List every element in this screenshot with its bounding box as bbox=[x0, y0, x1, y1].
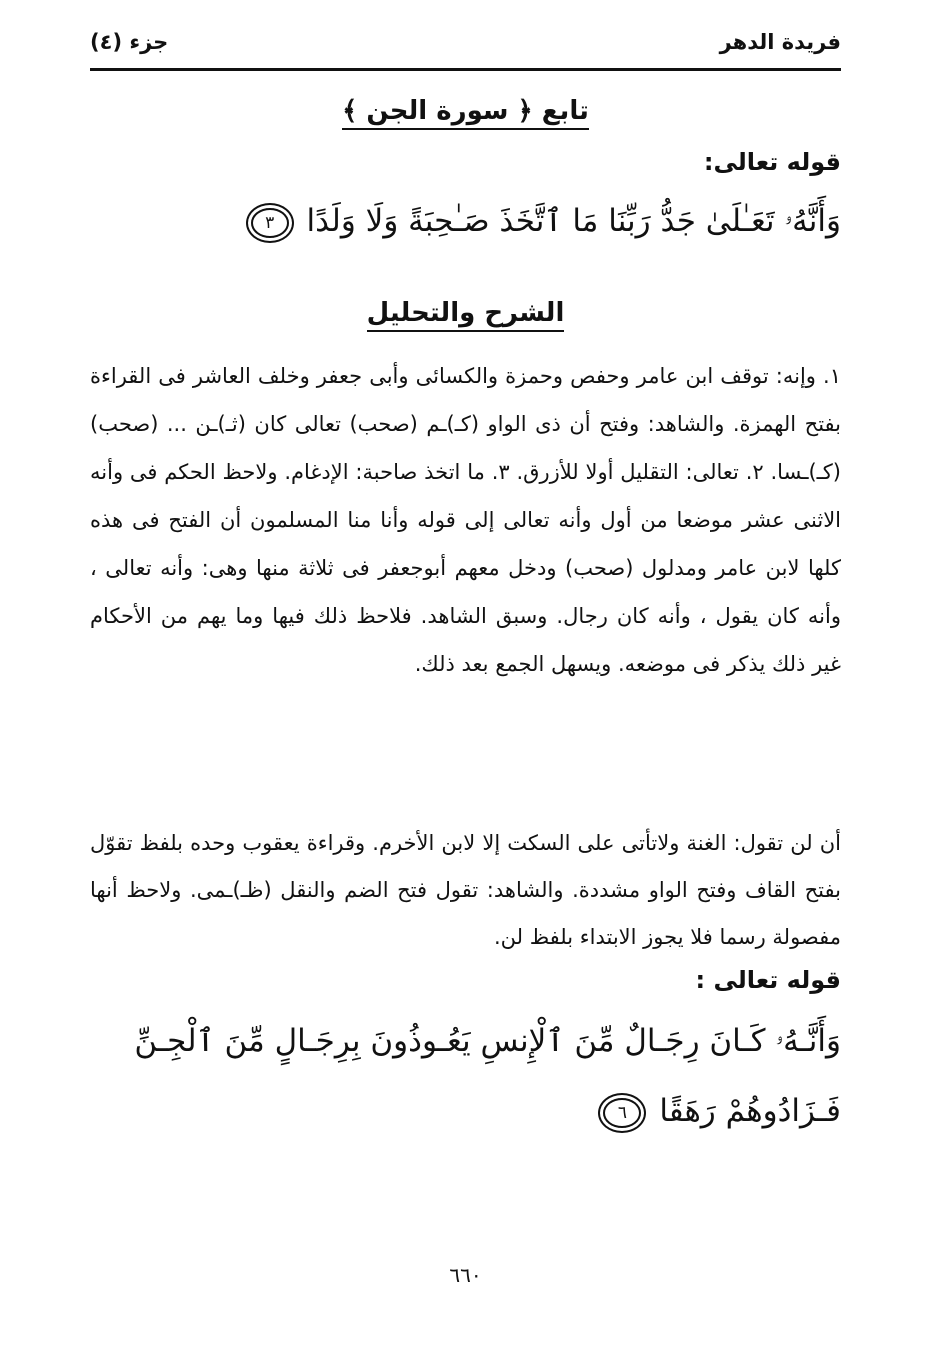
quran-verse-2 bbox=[90, 1006, 841, 1146]
page-header bbox=[90, 22, 841, 62]
ayah-number-marker-2: ٦ bbox=[603, 1098, 641, 1128]
verse-intro-2: قوله تعالى : bbox=[695, 966, 841, 994]
section-title: تابع ﴿ سورة الجن ﴾ bbox=[0, 96, 931, 126]
verse-text-1: وَأَنَّهُۥ تَعَـٰلَىٰ جَدُّ رَبِّنَا مَا ٱتَّخَذَ صَـٰحِبَةً وَلَا وَلَدًا bbox=[306, 203, 841, 239]
commentary-paragraph-1: ١. وإنه: توقف ابن عامر وحفص وحمزة والكسائى وأبى جعفر وخلف العاشر فى القراءة بفتح الهمزة. والشاهد: وفتح أن ذى الواو (كـ)ـم (صحب) تعالى كان (ثـ)ـن ... (صحب) (كـ)ـسا. ٢. تعالى: التقليل أولا للأزرق. ٣. ما اتخذ صاحبة: الإدغام. ولاحظ الحكم فى وأنه الاثنى عشر موضعا من أول وأنه تعالى إلى قوله وأنا منا المسلمون أن الفتح فى هذه كلها لابن عامر ومدلول (صحب) ودخل معهم أبوجعفر فى ثلاثة منها وهى: وأنه تعالى ، وأنه كان يقول ، وأنه كان رجال. وسبق الشاهد. فلاحظ ذلك فيها وما يهم من الأحكام غير ذلك يذكر فى موضعه. ويسهل الجمع بعد ذلك. bbox=[90, 364, 842, 676]
verse-text-2: وَأَنَّـهُۥ كَـانَ رِجَـالٌ مِّنَ ٱلْإِنسِ يَعُـوذُونَ بِرِجَـالٍ مِّنَ ٱلْجِـنِّ فَـزَادُوهُمْ رَهَقًا bbox=[134, 1023, 841, 1129]
commentary-paragraph-2: أن لن تقول: الغنة ولاتأتى على السكت إلا لابن الأخرم. وقراءة يعقوب وحده بلفظ تقوّل بفتح القاف وفتح الواو مشددة. والشاهد: تقول فتح الضم والنقل (ظـ)ـمى. ولاحظ أنها مفصولة رسما فلا يجوز الابتداء بلفظ لن. bbox=[90, 831, 841, 949]
header-divider bbox=[90, 68, 841, 71]
page-number: ٦٦٠ bbox=[449, 1263, 482, 1287]
quran-verse-1 bbox=[90, 186, 841, 256]
book-title: فريدة الدهر bbox=[719, 30, 841, 54]
commentary-title: الشرح والتحليل bbox=[0, 298, 931, 328]
part-number: جزء (٤) bbox=[90, 30, 169, 54]
verse-intro-1: قوله تعالى: bbox=[703, 148, 841, 176]
ayah-number-marker-1: ٣ bbox=[251, 208, 289, 238]
